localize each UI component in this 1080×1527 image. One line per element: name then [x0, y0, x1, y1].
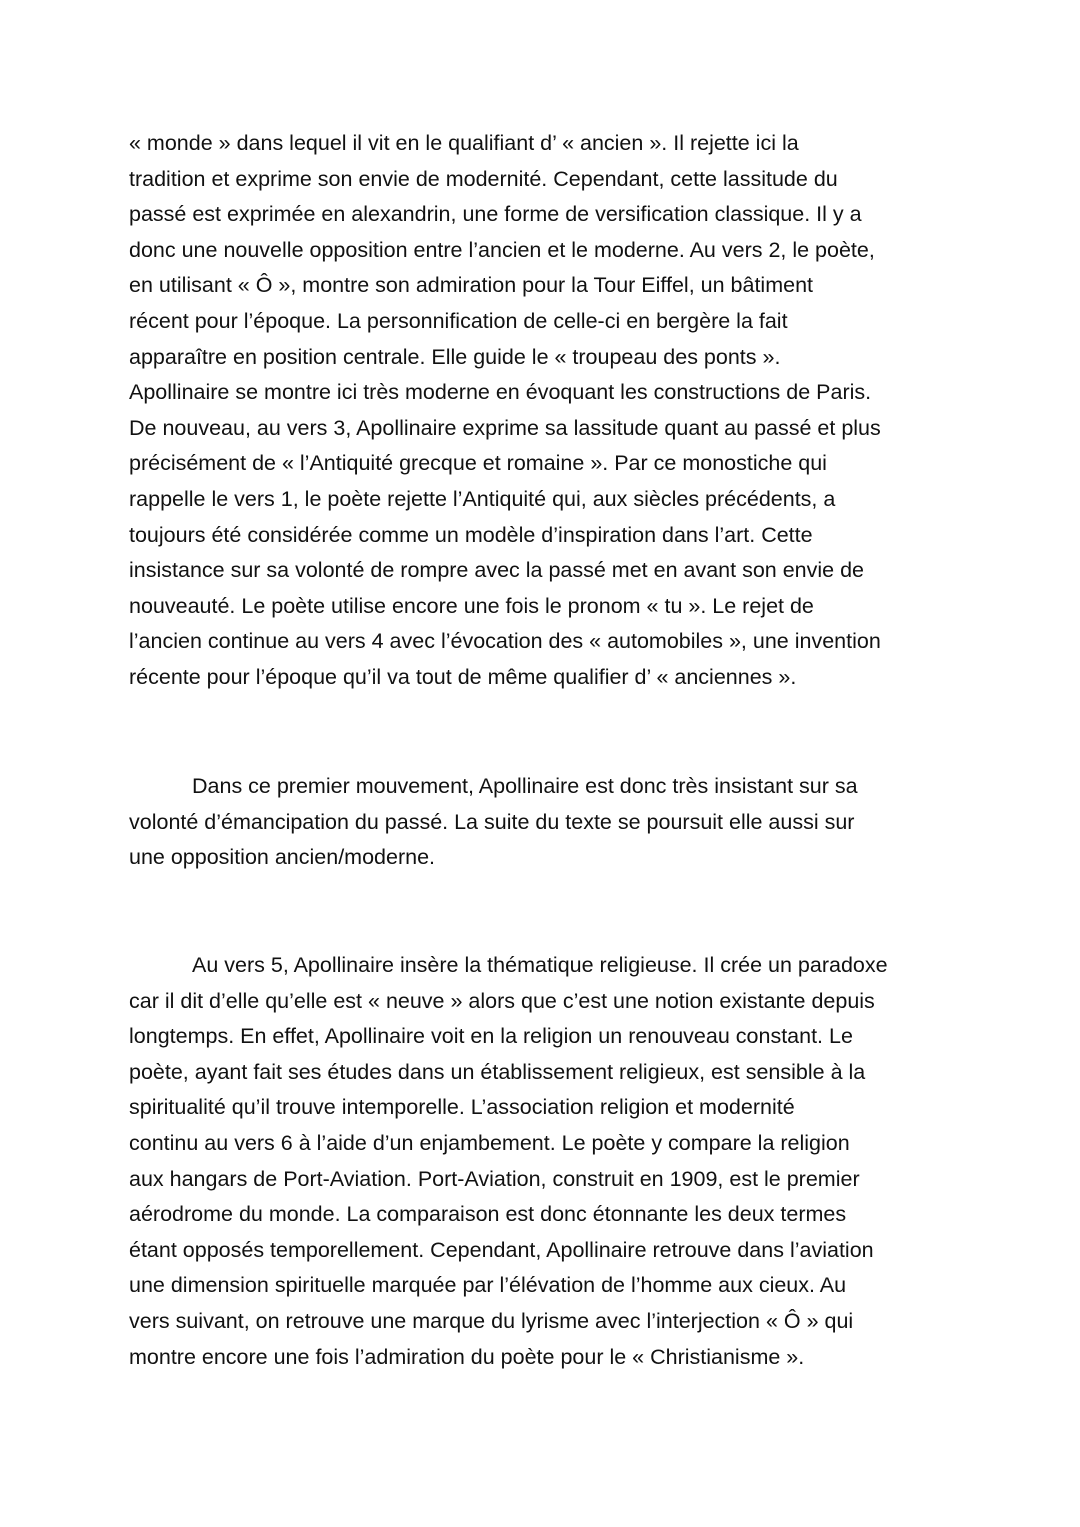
paragraph-line: nouveauté. Le poète utilise encore une fois le pronom « tu ». Le rejet de: [129, 593, 814, 618]
paragraph-line: rappelle le vers 1, le poète rejette l’Antiquité qui, aux siècles précédents, a: [129, 486, 836, 511]
paragraph-line: aérodrome du monde. La comparaison est donc étonnante les deux termes: [129, 1202, 847, 1227]
paragraph-line: passé est exprimée en alexandrin, une forme de versification classique. Il y a: [129, 202, 862, 227]
paragraph-line: donc une nouvelle opposition entre l’ancien et le moderne. Au vers 2, le poète,: [129, 237, 875, 262]
paragraph-line: Apollinaire se montre ici très moderne en évoquant les constructions de Paris.: [129, 380, 872, 405]
paragraph-line: récente pour l’époque qu’il va tout de même qualifier d’ « anciennes ».: [129, 664, 797, 689]
paragraph-1: [129, 126, 959, 696]
paragraph-line: une dimension spirituelle marquée par l’élévation de l’homme aux cieux. Au: [129, 1273, 847, 1298]
paragraph-line: insistance sur sa volonté de rompre avec la passé met en avant son envie de: [129, 558, 864, 583]
paragraph-line: Au vers 5, Apollinaire insère la thématique religieuse. Il crée un paradoxe: [192, 953, 888, 977]
paragraph-line: montre encore une fois l’admiration du poète pour le « Christianisme ».: [129, 1344, 805, 1369]
paragraph-2: [129, 769, 959, 876]
paragraph-line: en utilisant « Ô », montre son admiration pour la Tour Eiffel, un bâtiment: [129, 273, 814, 298]
paragraph-line: récent pour l’époque. La personnification de celle-ci en bergère la fait: [129, 308, 788, 333]
paragraph-line: étant opposés temporellement. Cependant, Apollinaire retrouve dans l’aviation: [129, 1237, 874, 1262]
paragraph-line: Dans ce premier mouvement, Apollinaire est donc très insistant sur sa: [192, 774, 858, 798]
paragraph-line: toujours été considérée comme un modèle d’inspiration dans l’art. Cette: [129, 522, 813, 547]
paragraph-line: l’ancien continue au vers 4 avec l’évocation des « automobiles », une invention: [129, 629, 881, 654]
paragraph-line: précisément de « l’Antiquité grecque et romaine ». Par ce monostiche qui: [129, 451, 827, 476]
paragraph-line: longtemps. En effet, Apollinaire voit en la religion un renouveau constant. Le: [129, 1024, 853, 1049]
paragraph-3: [129, 948, 959, 1375]
paragraph-line: poète, ayant fait ses études dans un établissement religieux, est sensible à la: [129, 1059, 866, 1084]
paragraph-line: car il dit d’elle qu’elle est « neuve » alors que c’est une notion existante depuis: [129, 988, 875, 1013]
paragraph-line: De nouveau, au vers 3, Apollinaire exprime sa lassitude quant au passé et plus: [129, 415, 881, 440]
paragraph-line: « monde » dans lequel il vit en le qualifiant d’ « ancien ». Il rejette ici la: [129, 131, 799, 155]
paragraph-line: une opposition ancien/moderne.: [129, 845, 435, 870]
paragraph-line: continu au vers 6 à l’aide d’un enjambement. Le poète y compare la religion: [129, 1130, 850, 1155]
paragraph-line: apparaître en position centrale. Elle guide le « troupeau des ponts ».: [129, 344, 781, 369]
paragraph-line: vers suivant, on retrouve une marque du lyrisme avec l’interjection « Ô » qui: [129, 1308, 854, 1333]
paragraph-line: tradition et exprime son envie de modernité. Cependant, cette lassitude du: [129, 166, 838, 191]
paragraph-line: volonté d’émancipation du passé. La suite du texte se poursuit elle aussi sur: [129, 809, 855, 834]
paragraph-line: aux hangars de Port-Aviation. Port-Aviation, construit en 1909, est le premier: [129, 1166, 860, 1191]
paragraph-line: spiritualité qu’il trouve intemporelle. L’association religion et modernité: [129, 1095, 795, 1120]
